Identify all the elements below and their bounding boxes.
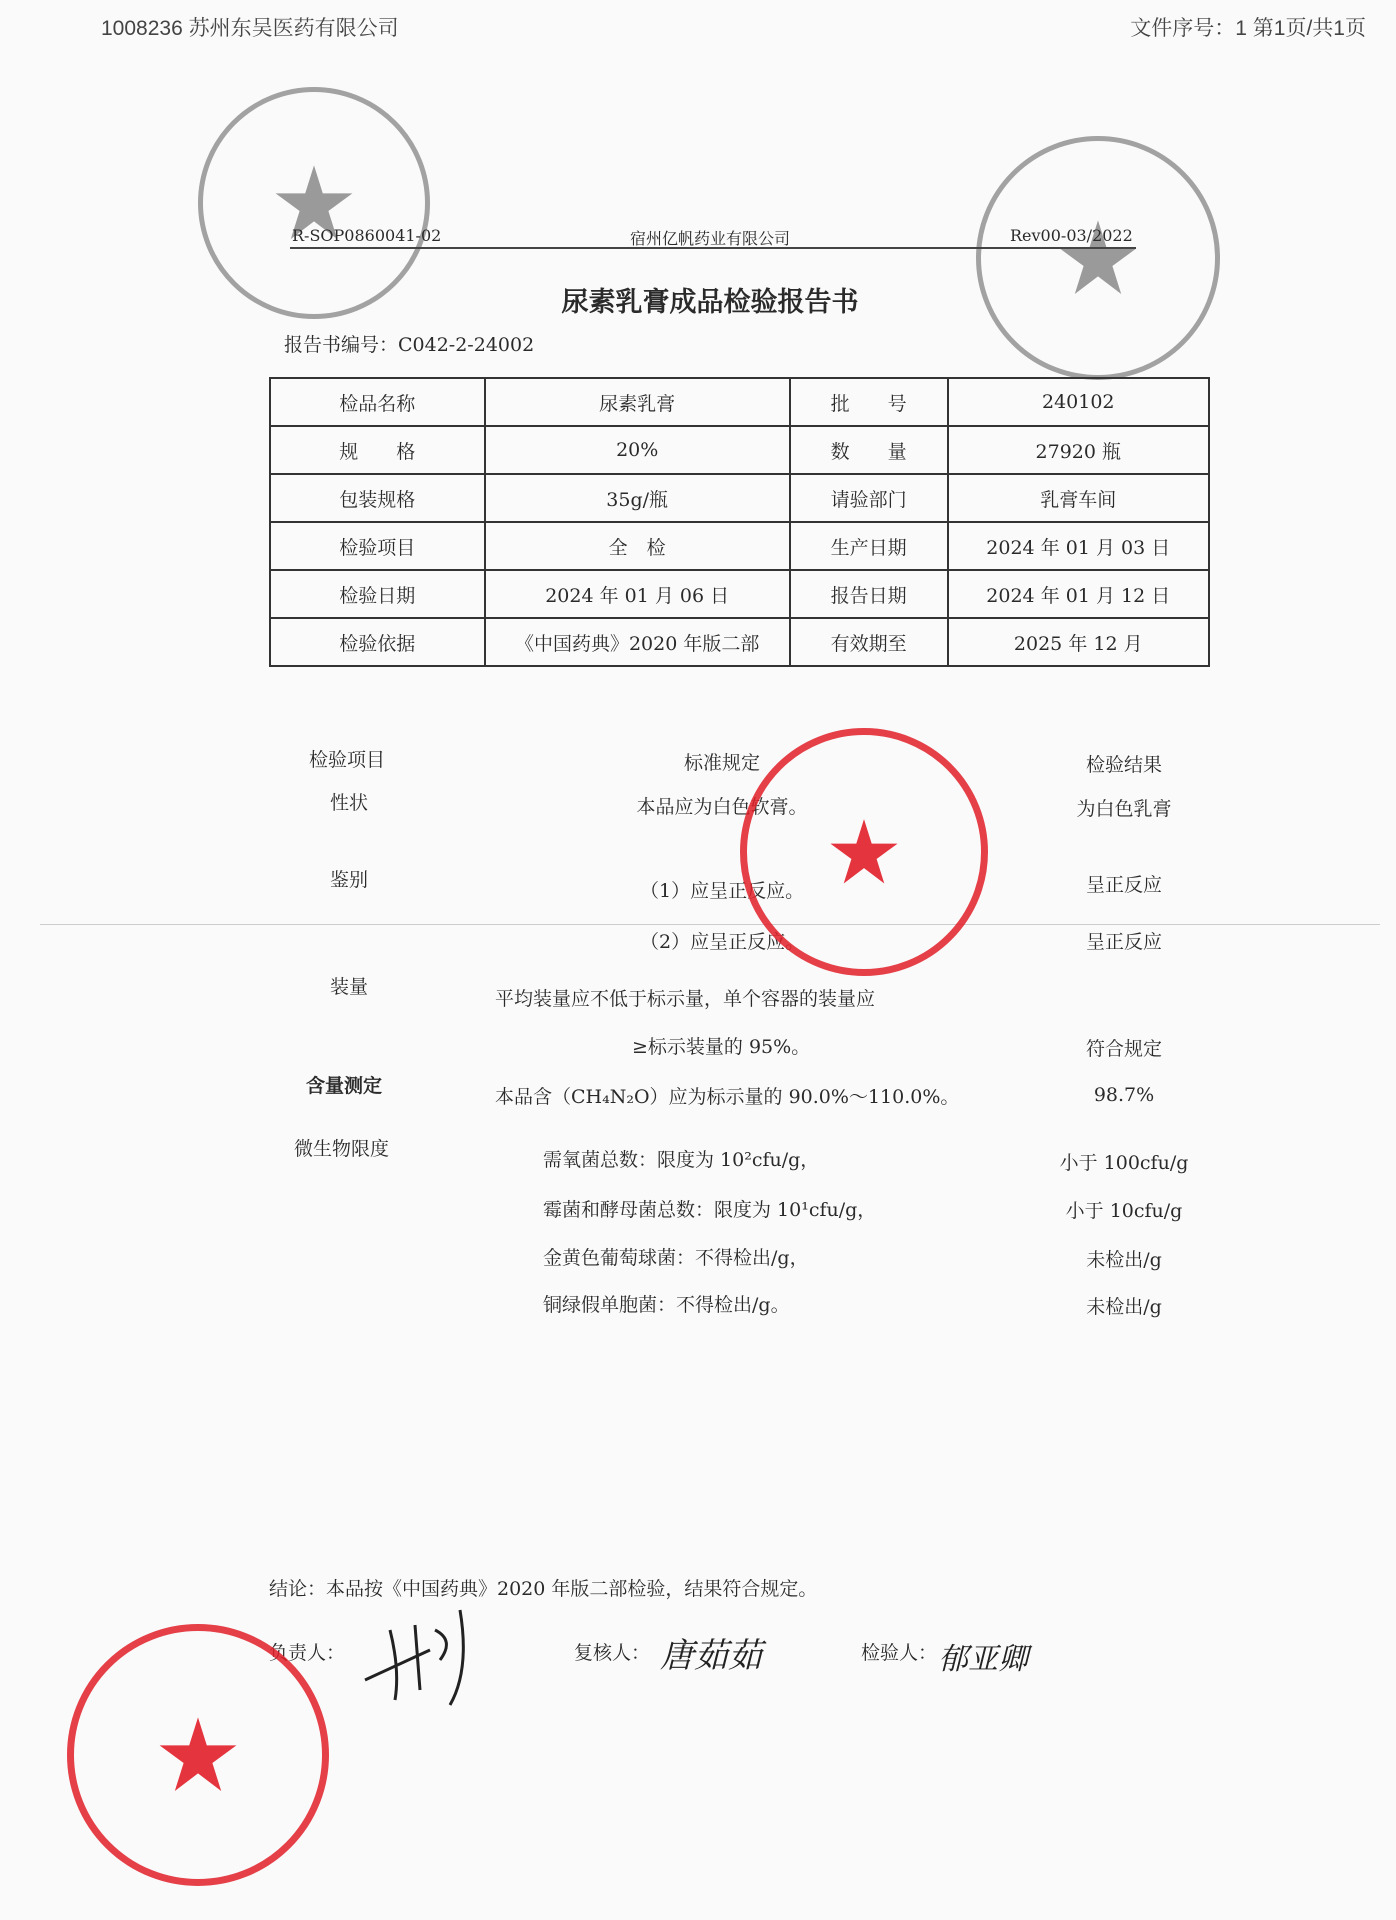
- table-label: 批 号: [790, 378, 948, 426]
- table-value: 2024 年 01 月 03 日: [948, 522, 1209, 570]
- table-row: [270, 618, 1209, 666]
- item-assay: 含量测定: [306, 1075, 383, 1097]
- fax-header-right: 文件序号：1 第1页/共1页: [1130, 17, 1366, 40]
- table-value: 2025 年 12 月: [948, 618, 1209, 666]
- table-value: 尿素乳膏: [485, 378, 790, 426]
- col-header-standard: 标准规定: [683, 752, 761, 774]
- table-value: 全 检: [485, 522, 790, 570]
- table-row: [270, 570, 1209, 618]
- std-assay: 本品含（CH₄N₂O）应为标示量的 90.0%～110.0%。: [495, 1086, 960, 1108]
- std-fill-volume-2: ≥标示装量的 95%。: [632, 1036, 811, 1058]
- result-micro-3: 未检出/g: [1086, 1249, 1162, 1271]
- result-identification-2: 呈正反应: [1085, 931, 1163, 953]
- result-micro-2: 小于 10cfu/g: [1065, 1200, 1183, 1222]
- std-identification-1: （1）应呈正反应。: [640, 880, 805, 902]
- quality-seal-red-bottom: [67, 1624, 329, 1886]
- item-microbial-limit: 微生物限度: [294, 1138, 390, 1160]
- table-value: 《中国药典》2020 年版二部: [485, 618, 790, 666]
- table-label: 检验依据: [270, 618, 485, 666]
- doc-code-left: R-SOP0860041-02: [292, 226, 442, 245]
- quality-seal-red-center: [740, 728, 988, 976]
- result-appearance: 为白色乳膏: [1076, 798, 1172, 820]
- table-row: [270, 426, 1209, 474]
- table-value: 27920 瓶: [948, 426, 1209, 474]
- table-label: 包装规格: [270, 474, 485, 522]
- reviewer-label: 复核人：: [574, 1642, 651, 1664]
- table-value: 乳膏车间: [948, 474, 1209, 522]
- std-micro-1: 需氧菌总数：限度为 10²cfu/g，: [543, 1149, 820, 1171]
- table-label: 检品名称: [270, 378, 485, 426]
- fold-line: [40, 924, 1380, 925]
- star-icon: [158, 1715, 238, 1795]
- table-label: 检验项目: [270, 522, 485, 570]
- table-value: 2024 年 01 月 06 日: [485, 570, 790, 618]
- doc-code-right: Rev00-03/2022: [1010, 226, 1133, 245]
- std-identification-2: （2）应呈正反应。: [640, 931, 805, 953]
- reviewer-signature: 唐茹茹: [660, 1636, 762, 1676]
- quality-seal-gray-left: [198, 87, 430, 319]
- std-appearance: 本品应为白色软膏。: [636, 796, 808, 818]
- star-icon: [829, 817, 899, 887]
- col-header-result: 检验结果: [1085, 754, 1163, 776]
- company-name: 宿州亿帆药业有限公司: [629, 229, 791, 248]
- std-fill-volume-1: 平均装量应不低于标示量，单个容器的装量应: [495, 988, 876, 1010]
- header-rule: [290, 247, 1136, 249]
- product-info-table: [269, 377, 1210, 667]
- table-label: 报告日期: [790, 570, 948, 618]
- result-micro-1: 小于 100cfu/g: [1059, 1152, 1189, 1174]
- quality-seal-gray-right: [976, 136, 1220, 380]
- table-row: [270, 474, 1209, 522]
- table-value: 35g/瓶: [485, 474, 790, 522]
- report-title: 尿素乳膏成品检验报告书: [561, 287, 859, 318]
- report-number: 报告书编号：C042-2-24002: [284, 334, 535, 356]
- responsible-label: 负责人：: [269, 1642, 346, 1664]
- table-row: [270, 522, 1209, 570]
- result-identification-1: 呈正反应: [1085, 874, 1163, 896]
- std-micro-4: 铜绿假单胞菌：不得检出/g。: [543, 1294, 790, 1316]
- item-fill-volume: 装量: [330, 976, 369, 998]
- std-micro-3: 金黄色葡萄球菌：不得检出/g，: [543, 1247, 809, 1269]
- table-label: 检验日期: [270, 570, 485, 618]
- table-value: 240102: [948, 378, 1209, 426]
- table-label: 有效期至: [790, 618, 948, 666]
- responsible-signature: [360, 1600, 490, 1710]
- table-label: 请验部门: [790, 474, 948, 522]
- result-micro-4: 未检出/g: [1086, 1296, 1162, 1318]
- table-label: 数 量: [790, 426, 948, 474]
- table-label: 生产日期: [790, 522, 948, 570]
- table-row: [270, 378, 1209, 426]
- inspector-label: 检验人：: [861, 1642, 938, 1664]
- table-label: 规 格: [270, 426, 485, 474]
- result-fill-volume: 符合规定: [1085, 1038, 1163, 1060]
- item-identification: 鉴别: [330, 869, 369, 891]
- inspector-signature: 郁亚卿: [938, 1642, 1028, 1677]
- fax-header-left: 1008236 苏州东吴医药有限公司: [101, 17, 399, 40]
- col-header-item: 检验项目: [309, 749, 386, 771]
- result-assay: 98.7%: [1093, 1084, 1155, 1106]
- table-value: 20%: [485, 426, 790, 474]
- conclusion: 结论：本品按《中国药典》2020 年版二部检验，结果符合规定。: [269, 1578, 818, 1600]
- table-value: 2024 年 01 月 12 日: [948, 570, 1209, 618]
- std-micro-2: 霉菌和酵母菌总数：限度为 10¹cfu/g，: [543, 1199, 877, 1221]
- item-appearance: 性状: [330, 792, 369, 814]
